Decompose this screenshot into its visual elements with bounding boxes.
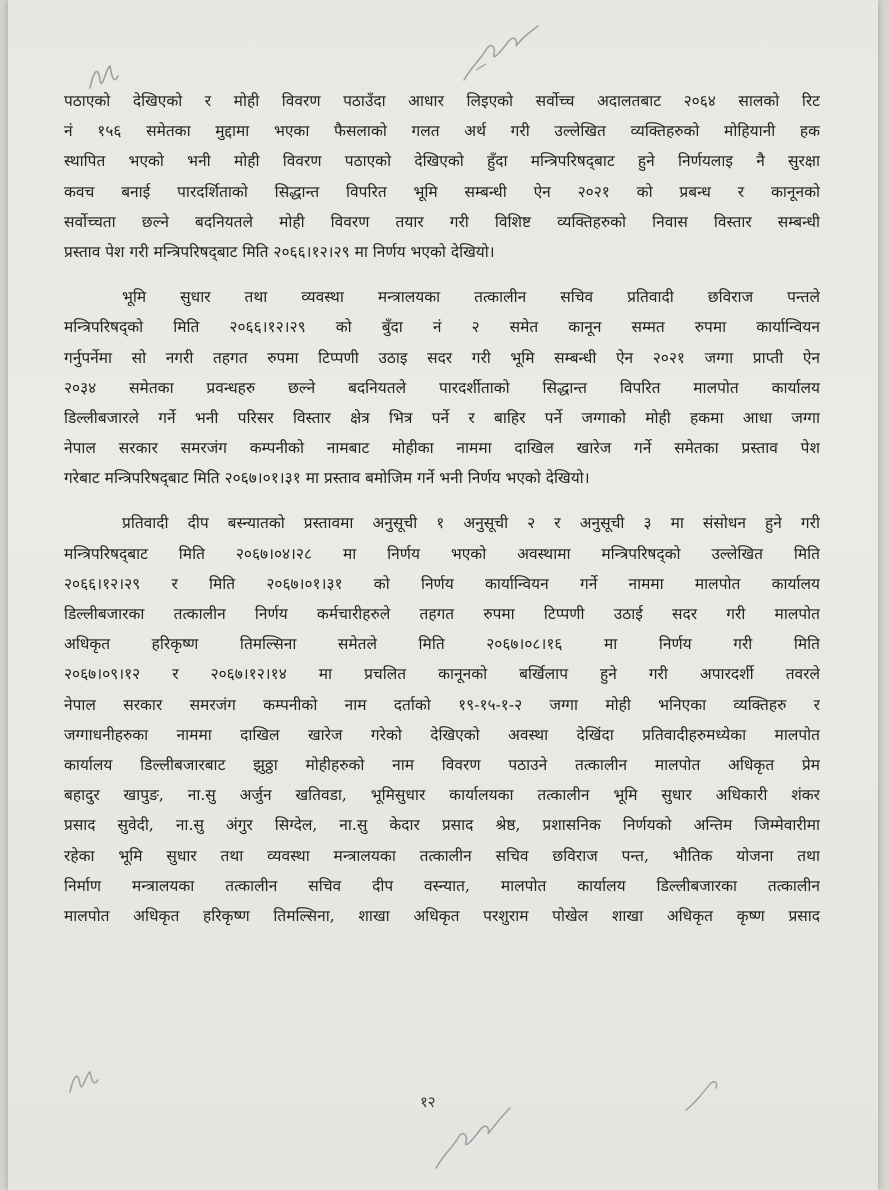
paragraph-2 xyxy=(64,282,820,493)
handwritten-signature-bottom xyxy=(428,1098,518,1178)
handwritten-initials-bottom-left xyxy=(64,1064,104,1100)
text-line: २०६७।०९।१२ र २०६७।१२।१४ मा प्रचलित कानूनको बर्खिलाप हुने गरी अपारदर्शी तवरले xyxy=(64,665,820,684)
text-line: नं १५६ समेतका मुद्दामा भएका फैसलाको गलत अर्थ गरी उल्लेखित व्यक्तिहरुको मोहियानी हक xyxy=(64,122,820,141)
text-line: पठाएको देखिएको र मोही विवरण पठाउँदा आधार लिइएको सर्वोच्च अदालतबाट २०६४ सालको रिट xyxy=(64,92,820,110)
document-body xyxy=(64,86,820,931)
text-line: २०६६।१२।२९ र मिति २०६७।०१।३१ को निर्णय कार्यान्वियन गर्ने नाममा मालपोत कार्यालय xyxy=(64,574,820,593)
document-page xyxy=(8,0,878,1190)
text-line: प्रस्ताव पेश गरी मन्त्रिपरिषद्‌बाट मिति २०६६।१२।२९ मा निर्णय भएको देखियो। xyxy=(64,242,495,261)
text-line: मन्त्रिपरिषद्‌को मिति २०६६।१२।२९ को बुँदा नं २ समेत कानून सम्मत रुपमा कार्यान्वियन xyxy=(64,318,820,337)
text-line: प्रतिवादी दीप बस्न्यातको प्रस्तावमा अनुसूची १ अनुसूची २ र अनुसूची ३ मा संसोधन हुने गरी xyxy=(122,514,820,533)
page-number: १२ xyxy=(420,1093,436,1111)
text-line: नेपाल सरकार समरजंग कम्पनीको नाम दर्ताको १९-१५-१-२ जग्गा मोही भनिएका व्यक्तिहरु र xyxy=(64,695,820,714)
text-line: रहेका भूमि सुधार तथा व्यवस्था मन्त्रालयका तत्कालीन सचिव छविराज पन्त, भौतिक योजना तथा xyxy=(64,846,820,865)
text-line: कवच बनाई पारदर्शिताको सिद्धान्त विपरित भूमि सम्बन्धी ऐन २०२१ को प्रबन्ध र कानूनको xyxy=(64,182,820,201)
text-line: अधिकृत हरिकृष्ण तिमल्सिना समेतले मिति २०६७।०८।१६ मा निर्णय गरी मिति xyxy=(64,635,820,654)
text-line: डिल्लीबजारका तत्कालीन निर्णय कर्मचारीहरुले तहगत रुपमा टिप्पणी उठाई सदर गरी मालपोत xyxy=(64,605,820,623)
paragraph-1 xyxy=(64,86,820,267)
text-line: मन्त्रिपरिषद्‌बाट मिति २०६७।०४।२८ मा निर्णय भएको अवस्थामा मन्त्रिपरिषद्‌को उल्लेखित मिति xyxy=(64,544,820,563)
text-line: डिल्लीबजारले गर्ने भनी परिसर विस्तार क्षेत्र भित्र पर्ने र बाहिर पर्ने जग्गाको मोही हकमा आधा जग्गा xyxy=(64,408,820,427)
text-line: मालपोत अधिकृत हरिकृष्ण तिमल्सिना, शाखा अधिकृत परशुराम पोखेल शाखा अधिकृत कृष्ण प्रसाद xyxy=(64,906,820,925)
handwritten-mark-bottom-right xyxy=(676,1074,726,1118)
text-line: गर्नुपर्नेमा सो नगरी तहगत रुपमा टिप्पणी उठाइ सदर गरी भूमि सम्बन्धी ऐन २०२१ जग्गा प्राप्ती ऐन xyxy=(64,348,820,367)
text-line: निर्माण मन्त्रालयका तत्कालीन सचिव दीप वस्न्यात, मालपोत कार्यालय डिल्लीबजारका तत्कालीन xyxy=(64,876,820,895)
text-line: स्थापित भएको भनी मोही विवरण पठाएको देखिएको हुँदा मन्त्रिपरिषद्‌बाट हुने निर्णयलाइ नै सुरक्षा xyxy=(64,152,820,171)
handwritten-signature-top xyxy=(456,20,546,90)
text-line: जग्गाधनीहरुका नाममा दाखिल खारेज गरेको देखिएको अवस्था देखिंदा प्रतिवादीहरुमध्येका मालपोत xyxy=(64,725,820,744)
paragraph-3 xyxy=(64,508,820,931)
text-line: २०३४ समेतका प्रवन्धहरु छल्ने बदनियतले पारदर्शीताको सिद्धान्त विपरित मालपोत कार्यालय xyxy=(64,378,820,397)
text-line: सर्वोच्चता छल्ने बदनियतले मोही विवरण तयार गरी विशिष्ट व्यक्तिहरुको निवास विस्तार सम्बन्धी xyxy=(64,212,820,231)
text-line: प्रसाद सुवेदी, ना.सु अंगुर सिग्देल, ना.सु केदार प्रसाद श्रेष्ठ, प्रशासनिक निर्णयको अन्तिम जिम्मेवारीमा xyxy=(64,816,820,835)
text-line: गरेबाट मन्त्रिपरिषद्‌बाट मिति २०६७।०१।३१ मा प्रस्ताव बमोजिम गर्ने भनी निर्णय भएको देखियो। xyxy=(64,469,590,488)
text-line: बहादुर खापुङ, ना.सु अर्जुन खतिवडा, भूमिसुधार कार्यालयका तत्कालीन भूमि सुधार अधिकारी शंकर xyxy=(64,786,820,805)
text-line: भूमि सुधार तथा व्यवस्था मन्त्रालयका तत्कालीन सचिव प्रतिवादी छविराज पन्तले xyxy=(122,288,820,307)
text-line: नेपाल सरकार समरजंग कम्पनीको नामबाट मोहीका नाममा दाखिल खारेज गर्ने समेतका प्रस्ताव पेश xyxy=(64,439,820,458)
text-line: कार्यालय डिल्लीबजारबाट झुठ्ठा मोहीहरुको नाम विवरण पठाउने तत्कालीन मालपोत अधिकृत प्रेम xyxy=(64,755,820,774)
